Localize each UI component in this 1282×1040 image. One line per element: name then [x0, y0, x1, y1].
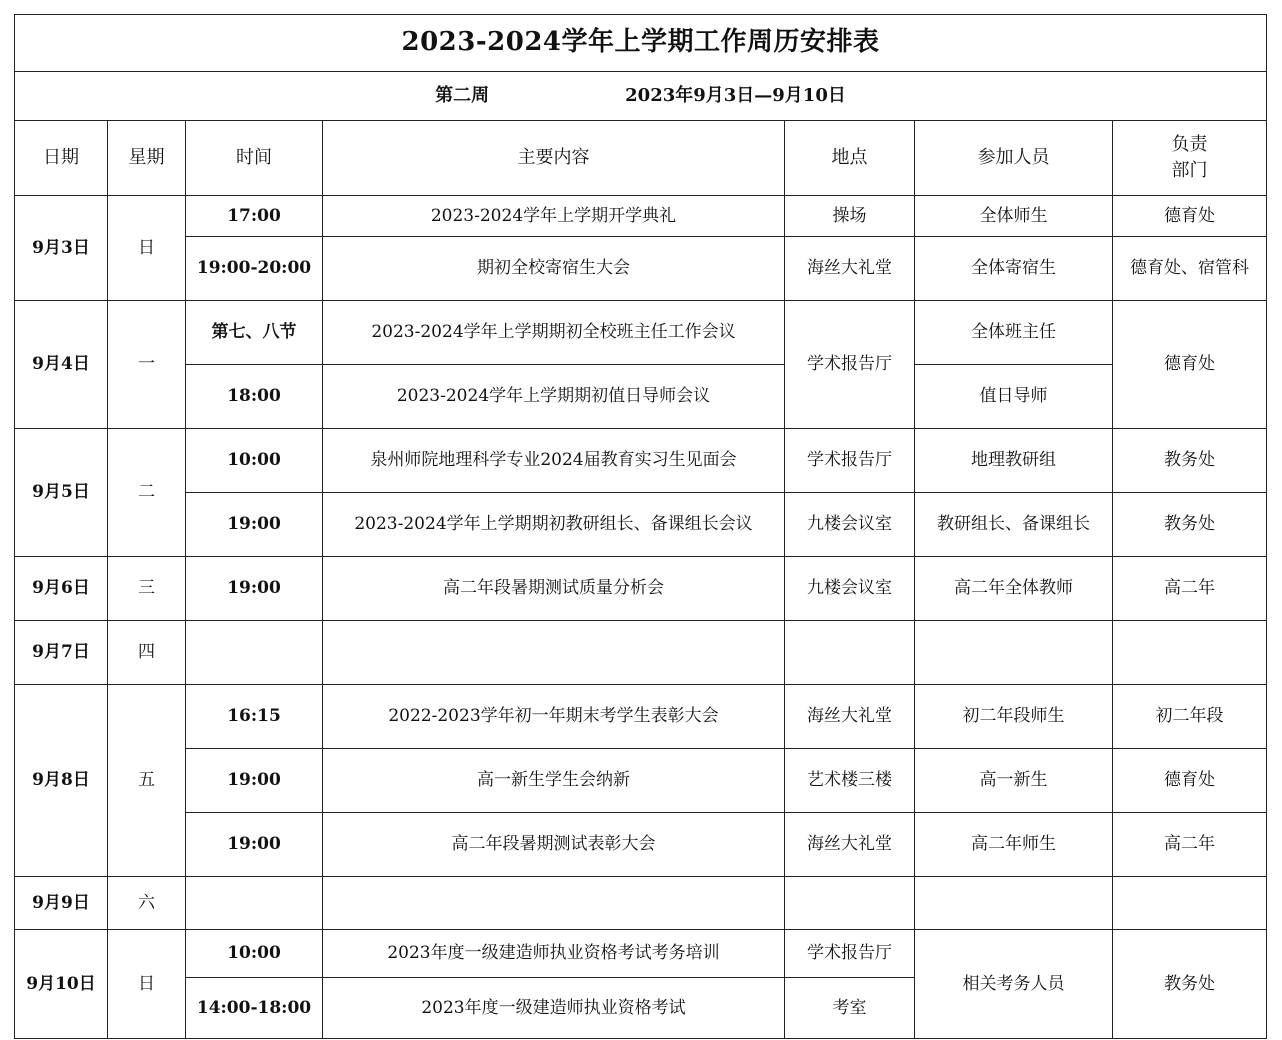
- schedule-sheet: [14, 14, 1266, 1039]
- table-row: [15, 749, 1267, 813]
- content-cell: 高二年段暑期测试质量分析会: [323, 557, 785, 621]
- date-cell: 9月6日: [15, 557, 108, 621]
- time-cell: 18:00: [186, 365, 323, 429]
- content-cell: 2023-2024学年上学期期初教研组长、备课组长会议: [323, 493, 785, 557]
- place-cell: 海丝大礼堂: [785, 237, 915, 301]
- dept-cell: 教务处: [1113, 493, 1267, 557]
- place-cell: [785, 877, 915, 930]
- table-row: [15, 930, 1267, 978]
- weekday-cell: 日: [108, 196, 186, 301]
- table-row: [15, 301, 1267, 365]
- participants-cell: 相关考务人员: [915, 930, 1113, 1039]
- participants-cell: [915, 621, 1113, 685]
- content-cell: [323, 877, 785, 930]
- place-cell: 学术报告厅: [785, 429, 915, 493]
- dept-cell: 德育处、宿管科: [1113, 237, 1267, 301]
- participants-cell: 全体师生: [915, 196, 1113, 237]
- participants-cell: 高二年师生: [915, 813, 1113, 877]
- dept-cell: 德育处: [1113, 749, 1267, 813]
- place-cell: 学术报告厅: [785, 930, 915, 978]
- table-row: [15, 196, 1267, 237]
- time-cell: 19:00: [186, 749, 323, 813]
- participants-cell: 教研组长、备课组长: [915, 493, 1113, 557]
- participants-cell: 高一新生: [915, 749, 1113, 813]
- content-cell: 2023-2024学年上学期期初值日导师会议: [323, 365, 785, 429]
- date-cell: 9月10日: [15, 930, 108, 1039]
- table-row: [15, 621, 1267, 685]
- table-title: 2023-2024学年上学期工作周历安排表: [15, 15, 1267, 72]
- participants-cell: 高二年全体教师: [915, 557, 1113, 621]
- place-cell: 九楼会议室: [785, 557, 915, 621]
- time-cell: 10:00: [186, 930, 323, 978]
- table-row: [15, 557, 1267, 621]
- content-cell: 2023-2024学年上学期期初全校班主任工作会议: [323, 301, 785, 365]
- time-cell: 14:00-18:00: [186, 978, 323, 1039]
- dept-cell: 高二年: [1113, 557, 1267, 621]
- place-cell: 海丝大礼堂: [785, 685, 915, 749]
- dept-cell: 初二年段: [1113, 685, 1267, 749]
- participants-cell: 值日导师: [915, 365, 1113, 429]
- date-cell: 9月9日: [15, 877, 108, 930]
- dept-cell: 教务处: [1113, 930, 1267, 1039]
- week-row: [15, 72, 1267, 121]
- header-dept-line1: 负责: [1171, 133, 1208, 155]
- place-cell: 海丝大礼堂: [785, 813, 915, 877]
- dept-cell: 高二年: [1113, 813, 1267, 877]
- header-place: 地点: [785, 121, 915, 196]
- dept-cell: [1113, 877, 1267, 930]
- table-row: [15, 493, 1267, 557]
- content-cell: 2023年度一级建造师执业资格考试考务培训: [323, 930, 785, 978]
- dept-cell: 德育处: [1113, 301, 1267, 429]
- weekday-cell: 四: [108, 621, 186, 685]
- time-cell: 10:00: [186, 429, 323, 493]
- time-cell: 19:00: [186, 813, 323, 877]
- dept-cell: 教务处: [1113, 429, 1267, 493]
- date-cell: 9月7日: [15, 621, 108, 685]
- weekday-cell: 二: [108, 429, 186, 557]
- time-cell: 19:00-20:00: [186, 237, 323, 301]
- date-cell: 9月8日: [15, 685, 108, 877]
- dept-cell: [1113, 621, 1267, 685]
- header-dept: [1113, 121, 1267, 196]
- header-weekday: 星期: [108, 121, 186, 196]
- content-cell: [323, 621, 785, 685]
- participants-cell: 全体班主任: [915, 301, 1113, 365]
- week-range: 2023年9月3日—9月10日: [625, 84, 846, 106]
- header-content: 主要内容: [323, 121, 785, 196]
- place-cell: 学术报告厅: [785, 301, 915, 429]
- schedule-table: [14, 14, 1267, 1039]
- time-cell: 17:00: [186, 196, 323, 237]
- weekday-cell: 三: [108, 557, 186, 621]
- table-row: [15, 429, 1267, 493]
- place-cell: 艺术楼三楼: [785, 749, 915, 813]
- header-dept-line2: 部门: [1171, 160, 1208, 181]
- time-cell: [186, 621, 323, 685]
- participants-cell: 初二年段师生: [915, 685, 1113, 749]
- header-row: [15, 121, 1267, 196]
- time-cell: 19:00: [186, 557, 323, 621]
- table-row: [15, 813, 1267, 877]
- content-cell: 2022-2023学年初一年期末考学生表彰大会: [323, 685, 785, 749]
- time-cell: [186, 877, 323, 930]
- time-cell: 16:15: [186, 685, 323, 749]
- header-participants: 参加人员: [915, 121, 1113, 196]
- content-cell: 泉州师院地理科学专业2024届教育实习生见面会: [323, 429, 785, 493]
- place-cell: 操场: [785, 196, 915, 237]
- weekday-cell: 一: [108, 301, 186, 429]
- place-cell: 考室: [785, 978, 915, 1039]
- table-row: [15, 877, 1267, 930]
- place-cell: 九楼会议室: [785, 493, 915, 557]
- table-row: [15, 237, 1267, 301]
- weekday-cell: 六: [108, 877, 186, 930]
- weekday-cell: 五: [108, 685, 186, 877]
- header-time: 时间: [186, 121, 323, 196]
- dept-cell: 德育处: [1113, 196, 1267, 237]
- participants-cell: [915, 877, 1113, 930]
- content-cell: 期初全校寄宿生大会: [323, 237, 785, 301]
- content-cell: 高一新生学生会纳新: [323, 749, 785, 813]
- date-cell: 9月3日: [15, 196, 108, 301]
- table-row: [15, 365, 1267, 429]
- content-cell: 高二年段暑期测试表彰大会: [323, 813, 785, 877]
- participants-cell: 地理教研组: [915, 429, 1113, 493]
- date-cell: 9月4日: [15, 301, 108, 429]
- header-date: 日期: [15, 121, 108, 196]
- content-cell: 2023-2024学年上学期开学典礼: [323, 196, 785, 237]
- weekday-cell: 日: [108, 930, 186, 1039]
- place-cell: [785, 621, 915, 685]
- time-cell: 19:00: [186, 493, 323, 557]
- table-row: [15, 685, 1267, 749]
- content-cell: 2023年度一级建造师执业资格考试: [323, 978, 785, 1039]
- week-label: 第二周: [435, 84, 490, 106]
- time-cell: 第七、八节: [186, 301, 323, 365]
- date-cell: 9月5日: [15, 429, 108, 557]
- participants-cell: 全体寄宿生: [915, 237, 1113, 301]
